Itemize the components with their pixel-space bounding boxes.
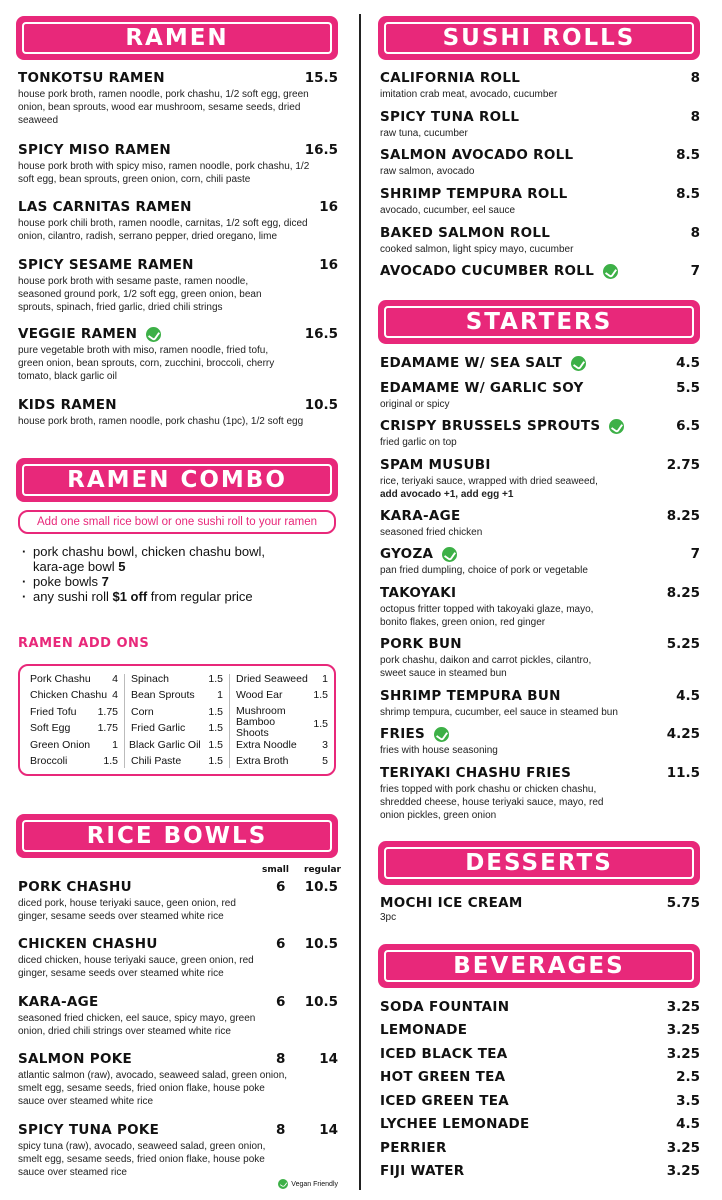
item-description: original or spicy xyxy=(380,399,450,410)
menu-item xyxy=(380,546,700,577)
addon-price: 1.5 xyxy=(208,739,223,751)
menu-item xyxy=(18,994,338,1038)
item-name: VEGGIE RAMEN xyxy=(18,326,138,342)
item-description: pure vegetable broth with miso, ramen noodle, fried tofu, green onion, bean sprouts, corn, zucchini, broccoli, cherry tomato, black garlic oil xyxy=(18,345,275,382)
menu-item xyxy=(380,263,700,279)
addon-row xyxy=(131,756,223,767)
menu-item xyxy=(380,1022,700,1038)
item-name: CRISPY BRUSSELS SPROUTS xyxy=(380,418,601,434)
combo-option xyxy=(22,589,332,604)
regular-size-label: regular xyxy=(304,865,341,875)
addon-name: Black Garlic Oil xyxy=(129,739,201,751)
item-description: raw tuna, cucumber xyxy=(380,128,468,139)
sushi-rolls-banner xyxy=(380,18,698,58)
item-price: 2.75 xyxy=(666,457,700,473)
item-price: 3.25 xyxy=(666,1022,700,1038)
menu-item xyxy=(380,585,700,629)
menu-item xyxy=(18,257,338,314)
small-size-label: small xyxy=(262,865,289,875)
item-name: GYOZA xyxy=(380,546,434,562)
item-description: shrimp tempura, cucumber, eel sauce in steamed bun xyxy=(380,707,618,718)
column-divider xyxy=(359,14,361,1190)
menu-item xyxy=(380,225,700,256)
item-price: 4.5 xyxy=(676,355,700,371)
addon-row xyxy=(30,674,118,685)
menu-item xyxy=(380,380,700,411)
regular-price: 14 xyxy=(319,1051,338,1067)
item-name: EDAMAME W/ GARLIC SOY xyxy=(380,380,584,396)
item-price: 8.5 xyxy=(676,186,700,202)
item-name: AVOCADO CUCUMBER ROLL xyxy=(380,263,595,279)
item-name: SPAM MUSUBI xyxy=(380,457,491,473)
regular-price: 10.5 xyxy=(304,936,338,952)
item-price: 3.25 xyxy=(666,1163,700,1179)
item-price: 3.25 xyxy=(666,999,700,1015)
item-description: house pork broth, ramen noodle, pork chashu (1pc), 1/2 soft egg xyxy=(18,416,304,427)
regular-price: 10.5 xyxy=(304,879,338,895)
vegan-footnote xyxy=(278,1179,338,1189)
addon-name: Broccoli xyxy=(30,755,68,767)
menu-item xyxy=(18,1122,338,1179)
addon-price: 4 xyxy=(112,689,118,701)
item-name: FIJI WATER xyxy=(380,1163,465,1179)
menu-item xyxy=(380,1069,700,1085)
addon-name: Pork Chashu xyxy=(30,673,91,685)
addon-row xyxy=(131,723,223,734)
item-description: fries topped with pork chashu or chicken chashu, shredded cheese, house teriyaki sauce, mayo, red onion pickles, green onion xyxy=(380,784,604,821)
combo-option xyxy=(22,574,332,589)
item-description: raw salmon, avocado xyxy=(380,166,475,177)
item-price: 8.5 xyxy=(676,147,700,163)
addons-column xyxy=(24,674,124,768)
addon-price: 4 xyxy=(112,673,118,685)
item-price: 3.5 xyxy=(676,1093,700,1109)
addon-price: 1.5 xyxy=(208,755,223,767)
item-name: CHICKEN CHASHU xyxy=(18,936,158,952)
menu-item xyxy=(380,355,700,371)
combo-options xyxy=(22,544,332,604)
ramen-combo-banner xyxy=(18,460,336,500)
item-name: SHRIMP TEMPURA BUN xyxy=(380,688,561,704)
addon-row xyxy=(30,707,118,718)
item-price: 4.5 xyxy=(676,688,700,704)
menu-item xyxy=(380,418,700,449)
vegan-icon xyxy=(278,1179,288,1189)
item-name: SPICY TUNA ROLL xyxy=(380,109,520,125)
menu-item xyxy=(380,70,700,101)
vegan-icon xyxy=(603,264,618,279)
item-price: 5.75 xyxy=(666,895,700,911)
item-price: 5.25 xyxy=(666,636,700,652)
addons-column xyxy=(124,674,229,768)
item-name: SHRIMP TEMPURA ROLL xyxy=(380,186,568,202)
menu-item xyxy=(18,936,338,980)
addon-row xyxy=(236,706,296,739)
addon-row xyxy=(236,756,328,767)
item-name: LYCHEE LEMONADE xyxy=(380,1116,530,1132)
addon-name: Extra Noodle xyxy=(236,739,297,751)
item-name: HOT GREEN TEA xyxy=(380,1069,506,1085)
addon-price: 3 xyxy=(322,739,328,751)
menu-item xyxy=(380,1140,700,1156)
addon-row xyxy=(236,740,328,751)
addon-name: Fried Garlic xyxy=(131,722,186,734)
item-description: house pork chili broth, ramen noodle, carnitas, 1/2 soft egg, diced onion, cilantro, radish, serrano pepper, dried oregano, lime xyxy=(18,218,308,242)
small-price: 6 xyxy=(276,879,286,895)
menu-item xyxy=(380,636,700,680)
addon-price: 5 xyxy=(322,755,328,767)
item-price: 3.25 xyxy=(666,1140,700,1156)
addon-row xyxy=(131,690,223,701)
vegan-footnote-text: Vegan Friendly xyxy=(291,1180,338,1188)
addon-price: 1.5 xyxy=(103,755,118,767)
item-price: 7 xyxy=(690,263,700,279)
addon-row xyxy=(131,674,223,685)
item-name: ICED BLACK TEA xyxy=(380,1046,508,1062)
combo-option-text: pork chashu bowl, chicken chashu bowl, xyxy=(33,544,265,559)
item-price: 15.5 xyxy=(304,70,338,86)
sushi-rolls-title: SUSHI ROLLS xyxy=(442,25,636,51)
item-price: 16.5 xyxy=(304,142,338,158)
regular-price: 14 xyxy=(319,1122,338,1138)
combo-promo xyxy=(18,510,336,534)
addon-name: Green Onion xyxy=(30,739,91,751)
combo-option-text: kara-age bowl xyxy=(33,559,115,574)
addon-price: 1.5 xyxy=(208,706,223,718)
item-name: TERIYAKI CHASHU FRIES xyxy=(380,765,572,781)
desserts-title: DESSERTS xyxy=(465,850,613,876)
rice-bowls-banner xyxy=(18,816,336,856)
item-name: KARA-AGE xyxy=(18,994,99,1010)
addon-name: Spinach xyxy=(131,673,169,685)
beverages-banner xyxy=(380,946,698,986)
addon-price: 1 xyxy=(217,689,223,701)
item-description: pork chashu, daikon and carrot pickles, cilantro, sweet sauce in steamed bun xyxy=(380,655,592,679)
small-price: 6 xyxy=(276,936,286,952)
item-description: cooked salmon, light spicy mayo, cucumber xyxy=(380,244,574,255)
item-price: 8 xyxy=(690,109,700,125)
item-price: 16 xyxy=(319,257,338,273)
vegan-icon xyxy=(146,327,161,342)
combo-option-value: $1 off xyxy=(112,589,148,604)
menu-item xyxy=(380,726,700,757)
item-description: house pork broth with spicy miso, ramen noodle, pork chashu, 1/2 soft egg, bean sprouts, green onion, corn, chili paste xyxy=(18,161,310,185)
item-name: LAS CARNITAS RAMEN xyxy=(18,199,192,215)
item-price: 8.25 xyxy=(666,508,700,524)
starters-banner xyxy=(380,302,698,342)
menu-item xyxy=(18,70,338,127)
item-name: TONKOTSU RAMEN xyxy=(18,70,165,86)
item-name: KARA-AGE xyxy=(380,508,461,524)
item-name: SPICY SESAME RAMEN xyxy=(18,257,194,273)
item-name: SODA FOUNTAIN xyxy=(380,999,510,1015)
addon-price: 1.5 xyxy=(313,689,328,701)
combo-option-value: 5 xyxy=(118,559,126,574)
combo-promo-text: Add one small rice bowl or one sushi roll to your ramen xyxy=(37,516,317,528)
item-name: SPICY TUNA POKE xyxy=(18,1122,160,1138)
item-description: 3pc xyxy=(380,912,397,923)
menu-item xyxy=(380,186,700,217)
small-price: 6 xyxy=(276,994,286,1010)
item-price: 2.5 xyxy=(676,1069,700,1085)
menu-item xyxy=(18,326,338,383)
item-name: ICED GREEN TEA xyxy=(380,1093,510,1109)
addon-price: 1.75 xyxy=(97,722,118,734)
item-name: KIDS RAMEN xyxy=(18,397,117,413)
addon-price: 1.5 xyxy=(208,673,223,685)
item-description: rice, teriyaki sauce, wrapped with dried seaweed, xyxy=(380,476,598,487)
vegan-icon xyxy=(571,356,586,371)
addon-name: Extra Broth xyxy=(236,755,289,767)
item-description: seasoned fried chicken, eel sauce, spicy mayo, green onion, dried chili strings over steamed white rice xyxy=(18,1013,256,1037)
combo-option-text: any sushi roll xyxy=(33,589,113,604)
item-price: 4.5 xyxy=(676,1116,700,1132)
item-name: PERRIER xyxy=(380,1140,447,1156)
addon-name: Bean Sprouts xyxy=(131,689,195,701)
item-description: house pork broth with sesame paste, ramen noodle, seasoned ground pork, 1/2 soft egg, green onion, bean sprouts, spinach, fried garlic, dried chili strings xyxy=(18,276,262,313)
item-name: LEMONADE xyxy=(380,1022,468,1038)
item-price: 5.5 xyxy=(676,380,700,396)
addon-price: 1.5 xyxy=(313,718,328,730)
addon-row xyxy=(236,674,328,685)
addon-price: 1.75 xyxy=(97,706,118,718)
menu-item xyxy=(380,1163,700,1179)
addon-name: Wood Ear xyxy=(236,689,283,701)
menu-item xyxy=(380,999,700,1015)
item-description: imitation crab meat, avocado, cucumber xyxy=(380,89,558,100)
addon-name: Corn xyxy=(131,706,154,718)
combo-option-text: poke bowls xyxy=(33,574,99,589)
addon-name: Mushroom Bamboo Shoots xyxy=(236,705,286,739)
item-description: avocado, cucumber, eel sauce xyxy=(380,205,516,216)
ramen-combo-title: RAMEN COMBO xyxy=(67,467,287,493)
addon-price: 1.5 xyxy=(208,722,223,734)
addon-price: 1 xyxy=(322,673,328,685)
addon-row xyxy=(131,707,223,718)
item-description: pan fried dumpling, choice of pork or vegetable xyxy=(380,565,588,576)
item-price: 7 xyxy=(690,546,700,562)
addon-name: Soft Egg xyxy=(30,722,71,734)
menu-item xyxy=(380,1116,700,1132)
addon-price: 1 xyxy=(112,739,118,751)
item-name: EDAMAME W/ SEA SALT xyxy=(380,355,563,371)
desserts-banner xyxy=(380,843,698,883)
addon-name: Chicken Chashu xyxy=(30,689,108,701)
item-name: SPICY MISO RAMEN xyxy=(18,142,171,158)
item-description: fries with house seasoning xyxy=(380,745,498,756)
item-description: octopus fritter topped with takoyaki glaze, mayo, bonito flakes, green onion, red ginger xyxy=(380,604,594,628)
item-price: 11.5 xyxy=(666,765,700,781)
addon-name: Fried Tofu xyxy=(30,706,77,718)
item-price: 3.25 xyxy=(666,1046,700,1062)
vegan-icon xyxy=(609,419,624,434)
combo-option-text: from regular price xyxy=(147,589,253,604)
addons-title: RAMEN ADD ONS xyxy=(18,636,150,651)
menu-item xyxy=(18,1051,338,1108)
addon-name: Chili Paste xyxy=(131,755,182,767)
addons-column xyxy=(229,674,334,768)
addons-box xyxy=(18,664,336,776)
menu-item xyxy=(18,397,338,428)
item-price: 16 xyxy=(319,199,338,215)
menu-item xyxy=(18,142,338,186)
menu-item xyxy=(380,109,700,140)
item-description: fried garlic on top xyxy=(380,437,457,448)
item-price: 16.5 xyxy=(304,326,338,342)
item-name: SALMON AVOCADO ROLL xyxy=(380,147,574,163)
combo-option xyxy=(22,544,332,574)
item-description: spicy tuna (raw), avocado, seaweed salad, green onion, smelt egg, sesame seeds, fried onion flake, house poke sauce over steamed rice xyxy=(18,1141,266,1178)
item-name: MOCHI ICE CREAM xyxy=(380,895,523,911)
item-name: BAKED SALMON ROLL xyxy=(380,225,551,241)
menu-item xyxy=(380,1046,700,1062)
addon-row xyxy=(30,740,118,751)
item-description: atlantic salmon (raw), avocado, seaweed salad, green onion, smelt egg, sesame seeds, fried onion flake, house poke sauce over steamed white rice xyxy=(18,1070,288,1107)
combo-option-value: 7 xyxy=(101,574,109,589)
menu-item xyxy=(380,147,700,178)
item-name: CALIFORNIA ROLL xyxy=(380,70,521,86)
item-name: SALMON POKE xyxy=(18,1051,133,1067)
menu-item xyxy=(380,765,700,822)
item-description: diced pork, house teriyaki sauce, geen onion, red ginger, sesame seeds over steamed white rice xyxy=(18,898,236,922)
addon-row xyxy=(236,690,328,701)
addon-row xyxy=(129,740,223,751)
item-price: 8 xyxy=(690,225,700,241)
item-description: house pork broth, ramen noodle, pork chashu, 1/2 soft egg, green onion, bean sprouts, wood ear mushroom, sesame seeds, dried seaweed xyxy=(18,89,309,126)
menu-item xyxy=(18,879,338,923)
item-price: 10.5 xyxy=(304,397,338,413)
menu-item xyxy=(18,199,338,243)
item-name: PORK BUN xyxy=(380,636,462,652)
menu-item xyxy=(380,895,700,924)
addon-row xyxy=(30,690,118,701)
beverages-title: BEVERAGES xyxy=(453,953,625,979)
menu-item xyxy=(380,508,700,539)
item-description: seasoned fried chicken xyxy=(380,527,483,538)
vegan-icon xyxy=(434,727,449,742)
item-addon-note: add avocado +1, add egg +1 xyxy=(380,489,514,500)
addon-row xyxy=(30,723,118,734)
menu-item xyxy=(380,688,700,719)
regular-price: 10.5 xyxy=(304,994,338,1010)
item-price: 4.25 xyxy=(666,726,700,742)
ramen-banner xyxy=(18,18,336,58)
item-name: TAKOYAKI xyxy=(380,585,457,601)
item-price: 8.25 xyxy=(666,585,700,601)
ramen-title: RAMEN xyxy=(125,25,229,51)
item-price: 6.5 xyxy=(676,418,700,434)
menu-item xyxy=(380,1093,700,1109)
addon-name: Dried Seaweed xyxy=(236,673,308,685)
vegan-icon xyxy=(442,547,457,562)
small-price: 8 xyxy=(276,1051,286,1067)
item-name: PORK CHASHU xyxy=(18,879,132,895)
starters-title: STARTERS xyxy=(465,309,613,335)
item-name: FRIES xyxy=(380,726,426,742)
menu-item xyxy=(380,457,700,501)
small-price: 8 xyxy=(276,1122,286,1138)
item-description: diced chicken, house teriyaki sauce, green onion, red ginger, sesame seeds over steamed white rice xyxy=(18,955,254,979)
rice-bowls-title: RICE BOWLS xyxy=(86,823,268,849)
addon-row xyxy=(30,756,118,767)
item-price: 8 xyxy=(690,70,700,86)
